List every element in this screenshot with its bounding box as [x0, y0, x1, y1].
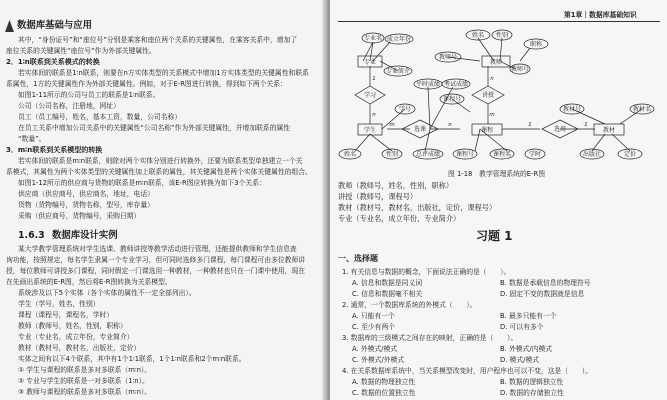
relation-line: 教材（教材号，教材名，出版社，定价，课程号）	[338, 203, 497, 212]
body-line: 系统涉及以下5个实体（各个实体的属性不一定全部列出）。	[18, 289, 196, 297]
er-label: 1	[528, 122, 532, 128]
er-label: 职称	[529, 41, 543, 48]
multiple-choice-heading: 一、选择题	[338, 254, 378, 263]
answer-option: D. 可以有多个	[500, 323, 544, 331]
left-page	[0, 0, 326, 400]
er-label: 学习	[363, 92, 377, 99]
subheading: 2．1∶n联系到关系模式的转换	[6, 58, 100, 66]
er-label: 姓名	[343, 151, 357, 158]
er-label: 考试成绩	[443, 81, 469, 88]
body-line: 座位关系的关键属性“座位号”作为外部关键属性。	[6, 47, 156, 55]
answer-option: C. 至少有两个	[352, 323, 396, 331]
body-line: 员工（员工编号，姓名，基本工资，数量，公司名称）	[18, 113, 182, 121]
answer-option: C. 数据的位置独立性	[352, 389, 416, 397]
body-line: ② 专业与学生的联系是一对多联系（1∶n）。	[18, 377, 149, 385]
er-label: 教材	[602, 127, 616, 134]
body-line: 在先画出系统的E-R图，然后将E-R图转换为关系模型。	[6, 278, 172, 286]
body-line: ① 学生与课程的联系是多对多联系（m∶n）。	[18, 366, 152, 374]
answer-option: B. 最多只能有一个	[500, 312, 557, 320]
er-label: m	[489, 112, 495, 118]
body-line: 授，每位教师可讲授多门课程，同时假定一门课选用一种教材，一种教材也只在一门课中使用，现在	[6, 267, 306, 275]
body-line: “数量”。	[18, 135, 46, 143]
body-line: 其中，“身份证号”和“座位号”分别是乘客和座位两个关系的关键属性，在乘客关系中，增加了	[18, 36, 298, 44]
body-line: 系属性，1方的关键属性作为外部关键属性。例如，对于E-R图进行转换，得到如下两个关系：	[6, 80, 287, 88]
er-label: 选课	[413, 126, 427, 133]
er-label: 平时成绩	[415, 81, 441, 88]
answer-option: C. 信息和数据毫不相关	[352, 290, 423, 298]
body-line: 系模式，其属性为两个实体类型的关键属性加上联系的属性，其关键属性是两个实体关键属性的组合。	[6, 168, 312, 176]
er-label: 1	[584, 122, 588, 128]
body-line: 询功能，按照规定，每名学生隶属一个专业学习，但可同时选修多门课程，每门课程可由多位教师讲	[6, 256, 306, 264]
er-label: 出版社	[582, 151, 602, 158]
er-label: n	[448, 122, 452, 128]
body-line: 如图1-12所示的供应商与货物的联系是m∶n联系，该E-R图应转换为如下3个关系：	[18, 179, 266, 187]
body-line: 货物（货物编号，货物名称，型号，库存量）	[18, 201, 154, 209]
er-label: m	[389, 122, 395, 128]
body-line: 教材（教材号，教材名，出版社，定价）	[18, 344, 141, 352]
answer-option: A. 数据的物理独立性	[352, 378, 416, 386]
er-label: 成立年份	[386, 36, 412, 43]
body-line: 某大学教学管理系统对学生选课、教师讲授等教学活动进行管理，还能提供教师和学生信息查	[18, 245, 297, 253]
question-text: 3. 数据库的三级模式之间存在的映射，正确的是（ ）。	[342, 334, 518, 342]
running-header: 第1章｜数据库基础知识	[564, 11, 637, 19]
er-label: 性别	[495, 32, 509, 39]
er-label: 总评成绩	[415, 151, 441, 158]
er-label: 专业简介	[385, 68, 411, 75]
answer-option: A. 外模式/模式	[352, 345, 398, 353]
body-line: 公司（公司名称，注册地，网址）	[18, 102, 120, 110]
chapter-title: 数据库基础与应用	[17, 20, 93, 31]
answer-option: B. 数据的逻辑独立性	[500, 378, 564, 386]
er-label: 教师号	[438, 54, 458, 61]
body-line: 若实体间的联系是1∶n联系，则要在n方实体类型的关系模式中增加1方实体类型的关键属性和联系	[18, 69, 309, 77]
body-line: 教师（教师号，姓名，性别，职称）	[18, 322, 127, 330]
section-number: 1.6.3	[18, 230, 45, 241]
body-line: 课程（课程号，课程名，学时）	[18, 311, 114, 319]
body-line: 如图1-11所示的公司与员工的联系是1∶n联系。	[18, 91, 160, 99]
er-label: 课程号	[455, 151, 475, 158]
exercise-title: 习题 1	[476, 229, 513, 243]
er-label: 专业名	[363, 35, 383, 42]
body-line: ③ 教师与课程的联系是多对多联系（m∶n）。	[18, 388, 152, 396]
section-title: 数据库设计实例	[52, 230, 118, 241]
header-rule	[338, 21, 660, 22]
body-line: 实体之间有以下4个联系，其中有1个1∶1联系，1个1∶n联系和2个m∶n联系。	[18, 355, 246, 363]
er-label: 教师	[489, 59, 503, 66]
er-label: 1	[372, 76, 376, 82]
er-label: n	[372, 112, 376, 118]
er-label: 定价	[623, 151, 637, 158]
body-line: 若实体间的联系是m∶n联系，则除对两个实体分别进行转换外，还要为联系类型单独建立一个关	[18, 157, 303, 165]
answer-option: A. 只能有一个	[352, 312, 395, 320]
subheading: 3．m∶n联系到关系模型的转换	[6, 146, 103, 154]
er-label: 学生	[363, 127, 377, 134]
question-text: 2. 通常，一个数据库系统的外模式（ ）。	[342, 301, 477, 309]
answer-option: B. 数据是承载信息的物理符号	[500, 279, 591, 287]
body-line: 供应商（供应商号，供应商名，地址，电话）	[18, 190, 154, 198]
body-line: 在员工关系中增加公司关系中的关键属性“公司名称”作为外部关键属性，并增加联系的属性	[18, 124, 291, 132]
er-label: 选用	[553, 126, 567, 133]
er-label: 讲授	[481, 92, 495, 99]
answer-option: A. 信息和数据是同义词	[352, 279, 423, 287]
er-label: 学号	[398, 106, 412, 113]
er-label: 教材名	[632, 106, 652, 113]
er-diagram	[330, 24, 667, 172]
er-label: 专业	[363, 59, 377, 66]
er-label: 教材号	[562, 106, 582, 113]
er-label: 教师号	[510, 66, 530, 73]
er-label: n	[490, 76, 494, 82]
right-page	[330, 0, 667, 400]
er-label: 课程	[480, 127, 494, 134]
er-label: 性别	[385, 151, 399, 158]
er-label: 姓名	[471, 32, 485, 39]
answer-option: B. 外模式/内模式	[500, 345, 553, 353]
body-line: 专业（专业名，成立年份，专业简介）	[18, 333, 134, 341]
figure-caption: 图 1-18 教学管理系统的E-R图	[448, 170, 546, 178]
er-label: 课程名	[492, 151, 512, 158]
er-label: 课程号	[442, 96, 462, 103]
body-line: 采购（供应商号，货物编号，采购日期）	[18, 212, 141, 220]
answer-option: C. 外模式/外模式	[352, 356, 405, 364]
er-label: 学时	[528, 151, 542, 158]
chapter-icon	[5, 20, 14, 32]
question-text: 4. 在关系数据库系统中，当关系模型改变时，用户程序也可以不变，这是（ ）。	[342, 367, 592, 375]
answer-option: D. 模式/模式	[500, 356, 540, 364]
answer-option: D. 固定不变的数据就是信息	[500, 290, 585, 298]
relation-line: 教师（教师号，姓名，性别，职称）	[338, 181, 454, 190]
answer-option: D. 数据的存储独立性	[500, 389, 564, 397]
question-text: 1. 有关信息与数据的概念，下面说法正确的是（ ）。	[342, 268, 511, 276]
body-line: 学生（学号，姓名，性别）	[18, 300, 100, 308]
relation-line: 专业（专业名，成立年份，专业简介）	[338, 214, 461, 223]
relation-line: 讲授（教师号，课程号）	[338, 192, 418, 201]
